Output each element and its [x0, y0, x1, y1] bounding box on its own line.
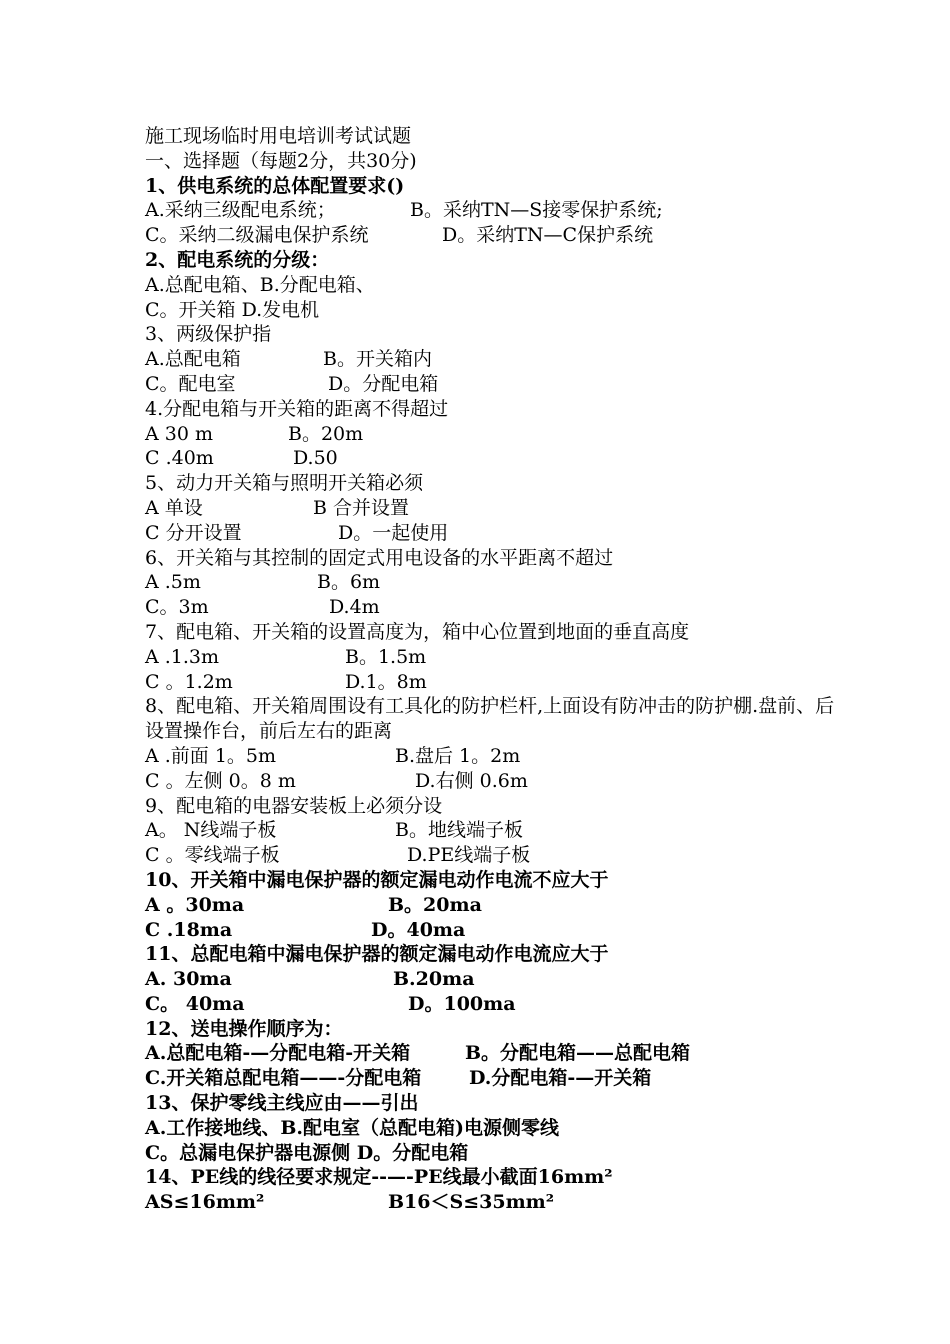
- question-3: 3、两级保护指: [145, 323, 272, 346]
- exam-content: [145, 124, 835, 1215]
- option-text: B。20ma: [388, 893, 482, 916]
- option-row: [145, 422, 835, 447]
- option-text: B。1.5m: [345, 645, 427, 668]
- option-row: [145, 769, 835, 794]
- option-text: A。 N线端子板: [145, 819, 277, 842]
- option-text: B。6m: [317, 571, 381, 594]
- option-text: D.50: [293, 447, 338, 470]
- option-row: [145, 347, 835, 372]
- option-text: D.1。8m: [345, 670, 427, 693]
- question-7: 7、配电箱、开关箱的设置高度为，箱中心位置到地面的垂直高度: [145, 620, 690, 643]
- question-14: 14、PE线的线径要求规定--—-PE线最小截面16mm²: [145, 1166, 613, 1189]
- option-text: C 分开设置: [145, 521, 242, 544]
- option-text: A.总配电箱: [145, 348, 241, 371]
- option-row: [145, 843, 835, 868]
- question-1: 1、供电系统的总体配置要求(): [145, 174, 405, 197]
- option-text: A.采纳三级配电系统；: [145, 199, 336, 222]
- option-text: A 单设: [145, 496, 203, 519]
- option-text: C。3m: [145, 596, 209, 619]
- question-11: 11、总配电箱中漏电保护器的额定漏电动作电流应大于: [145, 943, 609, 966]
- option-text: A .1.3m: [145, 645, 220, 668]
- option-row: [145, 645, 835, 670]
- option-text: B。20m: [288, 422, 364, 445]
- question-13: 13、保护零线主线应由——引出: [145, 1092, 419, 1115]
- option-row: [145, 670, 835, 695]
- option-row: [145, 372, 835, 397]
- option-text: AS≤16mm²: [145, 1191, 265, 1214]
- option-row: [145, 496, 835, 521]
- option-text: C 。1.2m: [145, 670, 233, 693]
- option-text: A 。30ma: [145, 893, 245, 916]
- question-5: 5、动力开关箱与照明开关箱必须: [145, 472, 424, 495]
- question-8: 8、配电箱、开关箱周围设有工具化的防护栏杆,上面设有防冲击的防护棚.盘前、后设置操作台，前后左右的距离: [145, 695, 835, 743]
- question-12: 12、送电操作顺序为：: [145, 1017, 343, 1040]
- option-text: B 合并设置: [313, 496, 410, 519]
- option-text: D。分配电箱: [328, 372, 439, 395]
- option-text: B.盘后 1。2m: [395, 744, 521, 767]
- option-row: [145, 1190, 835, 1215]
- option-text: C 。左侧 0。8 m: [145, 769, 296, 792]
- option-row: [145, 223, 835, 248]
- option-row: [145, 918, 835, 943]
- question-list: [145, 174, 835, 1215]
- option-row: [145, 198, 835, 223]
- option-text: C .18ma: [145, 918, 233, 941]
- option-row: [145, 446, 835, 471]
- option-text: C .40m: [145, 447, 214, 470]
- option-row: [145, 570, 835, 595]
- option-text: D.PE线端子板: [407, 844, 531, 867]
- option-text: C。配电室: [145, 372, 236, 395]
- option-row: [145, 967, 835, 992]
- option-text: C.开关箱总配电箱——-分配电箱: [145, 1067, 422, 1090]
- option-text: D。100ma: [408, 992, 516, 1015]
- option-text: A.总配电箱、B.分配电箱、: [145, 273, 375, 296]
- option-row: [145, 744, 835, 769]
- option-text: B16＜S≤35mm²: [388, 1191, 555, 1214]
- option-row: [145, 1066, 835, 1091]
- document-title: 施工现场临时用电培训考试试题: [145, 125, 412, 147]
- question-10: 10、开关箱中漏电保护器的额定漏电动作电流不应大于: [145, 868, 609, 891]
- option-row: [145, 992, 835, 1017]
- option-text: B。采纳TN—S接零保护系统;: [410, 199, 663, 222]
- option-text: A 30 m: [145, 422, 213, 445]
- option-row: [145, 1041, 835, 1066]
- option-row: [145, 521, 835, 546]
- option-text: C。总漏电保护器电源侧 D。分配电箱: [145, 1141, 469, 1164]
- option-text: C。 40ma: [145, 992, 245, 1015]
- option-text: D.分配电箱-—开关箱: [469, 1067, 652, 1090]
- option-text: C。采纳二级漏电保护系统: [145, 224, 369, 247]
- option-text: D.4m: [329, 596, 380, 619]
- option-text: A. 30ma: [145, 968, 232, 991]
- option-text: B。地线端子板: [395, 819, 523, 842]
- option-text: A .前面 1。5m: [145, 744, 277, 767]
- option-text: A.工作接地线、B.配电室（总配电箱)电源侧零线: [145, 1116, 560, 1139]
- option-text: C 。零线端子板: [145, 844, 280, 867]
- question-6: 6、开关箱与其控制的固定式用电设备的水平距离不超过: [145, 546, 614, 569]
- section-heading: 一、选择题（每题2分，共30分): [145, 149, 417, 172]
- option-row: [145, 818, 835, 843]
- option-row: [145, 273, 835, 298]
- option-text: C。开关箱 D.发电机: [145, 298, 320, 321]
- option-text: A.总配电箱-—分配电箱-开关箱: [145, 1042, 411, 1065]
- option-row: [145, 893, 835, 918]
- option-row: [145, 298, 835, 323]
- question-9: 9、配电箱的电器安装板上必须分设: [145, 794, 443, 817]
- option-text: A .5m: [145, 571, 201, 594]
- option-row: [145, 1141, 835, 1166]
- option-text: B。分配电箱——总配电箱: [465, 1042, 691, 1065]
- option-text: D。40ma: [371, 918, 466, 941]
- question-2: 2、配电系统的分级：: [145, 248, 330, 271]
- option-text: D。采纳TN—C保护系统: [442, 224, 654, 247]
- option-text: B。开关箱内: [323, 348, 432, 371]
- question-4: 4.分配电箱与开关箱的距离不得超过: [145, 397, 449, 420]
- option-text: B.20ma: [393, 968, 475, 991]
- option-text: D。一起使用: [338, 521, 449, 544]
- option-row: [145, 1116, 835, 1141]
- option-text: D.右侧 0.6m: [415, 769, 528, 792]
- option-row: [145, 595, 835, 620]
